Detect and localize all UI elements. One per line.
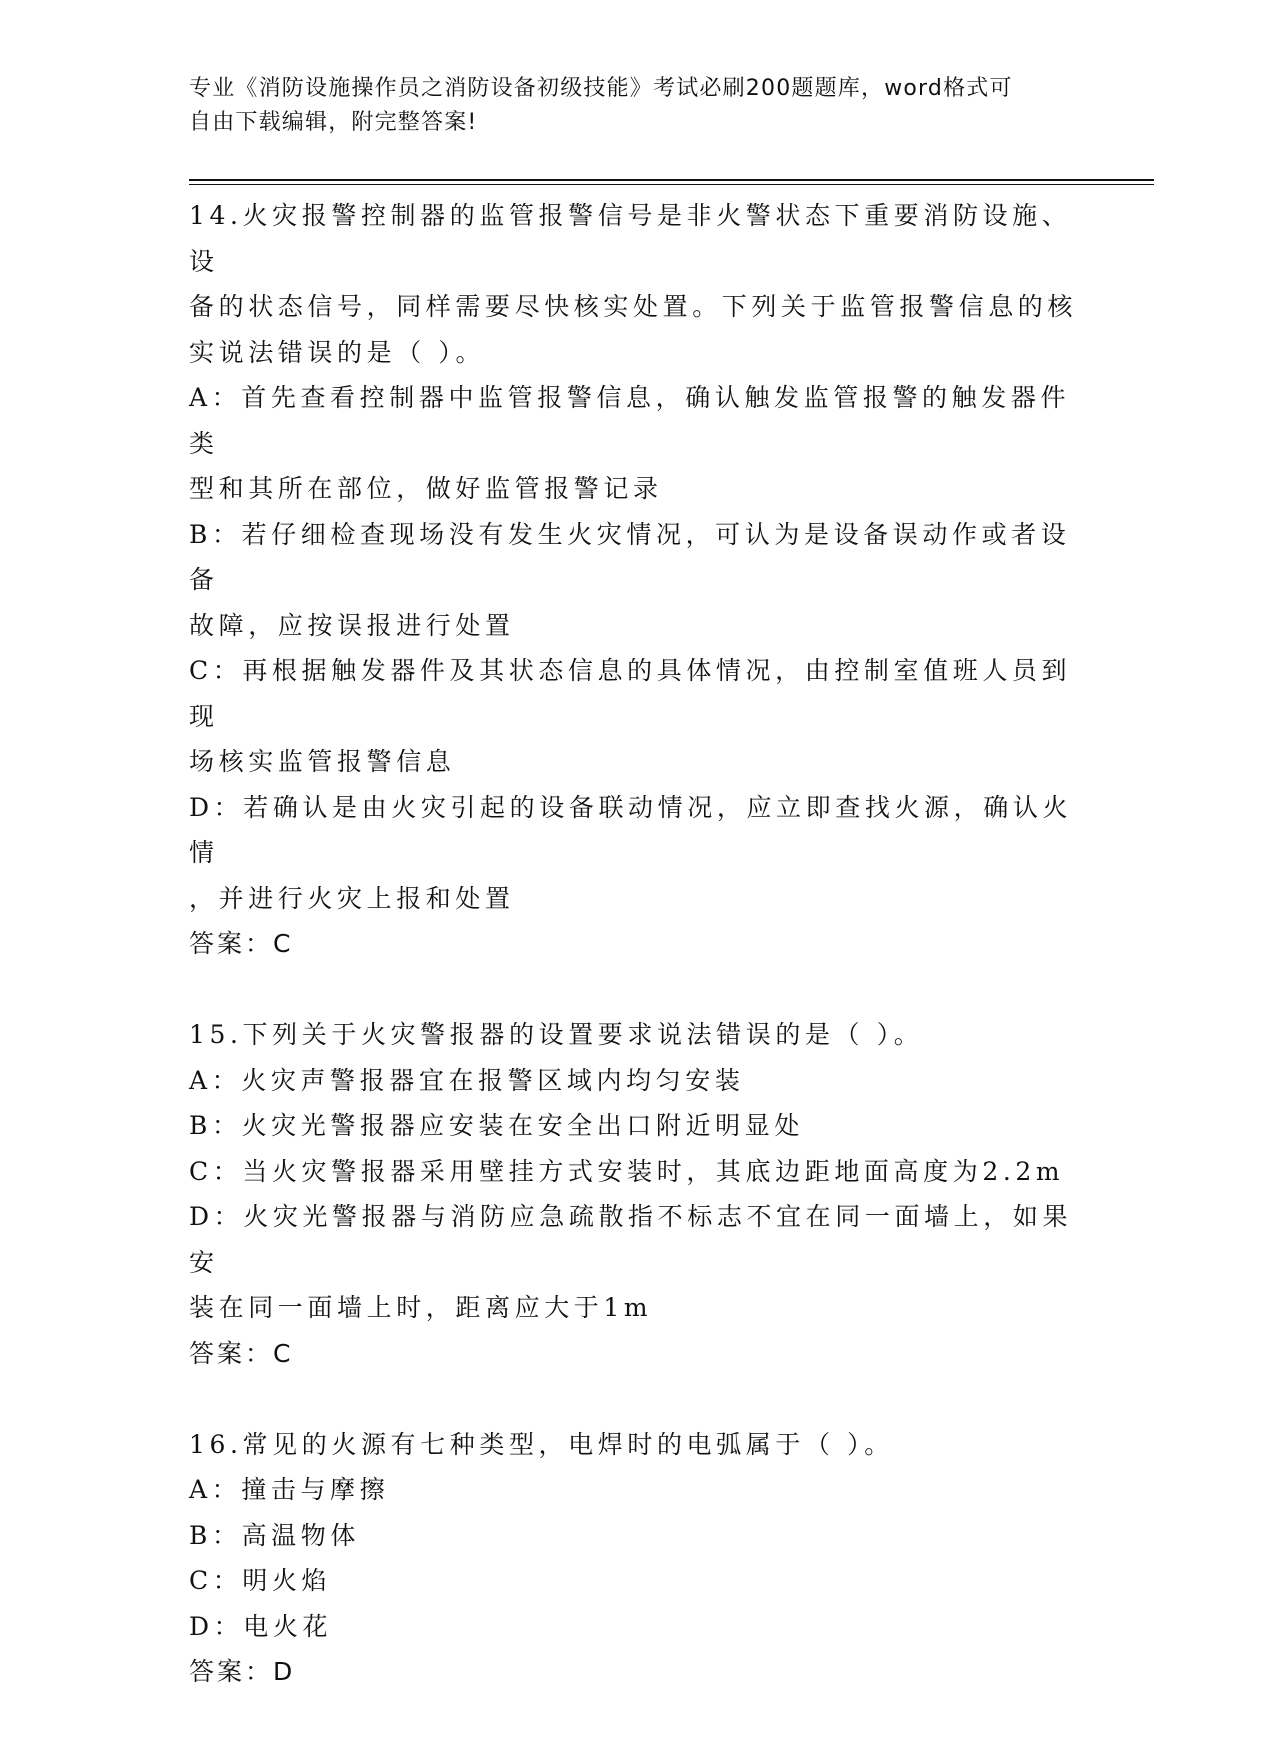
answer-label: 答案：C <box>189 1338 294 1368</box>
header-line-1: 专业《消防设施操作员之消防设备初级技能》考试必刷200题题库，word格式可 <box>189 76 1013 101</box>
option-b <box>189 1513 1089 1559</box>
option-line: C：当火灾警报器采用壁挂方式安装时，其底边距地面高度为2.2m <box>189 1156 1065 1186</box>
option-c <box>189 1558 1089 1604</box>
option-c <box>189 648 1089 785</box>
option-line: 装在同一面墙上时，距离应大于1m <box>189 1293 653 1322</box>
question-stem-line: 16.常见的火源有七种类型，电焊时的电弧属于（ ）。 <box>189 1429 894 1459</box>
question-stem <box>189 1012 1089 1058</box>
answer-label: 答案：D <box>189 1657 296 1686</box>
option-line: C：再根据触发器件及其状态信息的具体情况，由控制室值班人员到现 <box>189 656 1072 731</box>
question-stem <box>189 193 1089 375</box>
option-line: B：火灾光警报器应安装在安全出口附近明显处 <box>189 1111 804 1140</box>
question-stem-line: 备的状态信号，同样需要尽快核实处置。下列关于监管报警信息的核 <box>189 292 1078 321</box>
question-list <box>189 193 1089 1740</box>
option-c <box>189 1149 1089 1195</box>
question-stem-line: 14.火灾报警控制器的监管报警信号是非火警状态下重要消防设施、设 <box>189 201 1072 276</box>
option-line: D：若确认是由火灾引起的设备联动情况，应立即查找火源，确认火情 <box>189 792 1073 867</box>
document-header <box>189 72 1069 140</box>
option-line: D：火灾光警报器与消防应急疏散指不标志不宜在同一面墙上，如果安 <box>189 1202 1073 1277</box>
question-stem-line: 15.下列关于火灾警报器的设置要求说法错误的是（ ）。 <box>189 1020 924 1049</box>
option-line: D：电火花 <box>189 1611 333 1641</box>
option-d <box>189 785 1089 922</box>
header-line-2: 自由下载编辑，附完整答案! <box>189 110 478 135</box>
question-stem <box>189 1422 1089 1468</box>
question-16 <box>189 1422 1089 1695</box>
option-b <box>189 1103 1089 1149</box>
option-d <box>189 1604 1089 1650</box>
header-divider-thick <box>189 179 1154 181</box>
option-a <box>189 1058 1089 1104</box>
question-stem-line: 实说法错误的是（ ）。 <box>189 337 486 367</box>
option-d <box>189 1194 1089 1331</box>
option-line: A：火灾声警报器宜在报警区域内均匀安装 <box>189 1065 745 1095</box>
option-a <box>189 375 1089 512</box>
option-b <box>189 512 1089 649</box>
header-divider-thin <box>189 184 1154 185</box>
question-14 <box>189 193 1089 967</box>
option-line: 场核实监管报警信息 <box>189 747 456 776</box>
answer-label: 答案：C <box>189 929 294 958</box>
question-15 <box>189 1012 1089 1376</box>
option-line: B：高温物体 <box>189 1520 360 1550</box>
option-line: A：首先查看控制器中监管报警信息，确认触发监管报警的触发器件类 <box>189 383 1071 458</box>
option-line: ，并进行火灾上报和处置 <box>189 883 515 913</box>
option-line: 故障，应按误报进行处置 <box>189 610 515 640</box>
option-line: 型和其所在部位，做好监管报警记录 <box>189 474 663 503</box>
option-a <box>189 1467 1089 1513</box>
option-line: A：撞击与摩擦 <box>189 1475 390 1504</box>
option-line: C：明火焰 <box>189 1566 332 1595</box>
option-line: B：若仔细检查现场没有发生火灾情况，可认为是设备误动作或者设备 <box>189 519 1071 594</box>
